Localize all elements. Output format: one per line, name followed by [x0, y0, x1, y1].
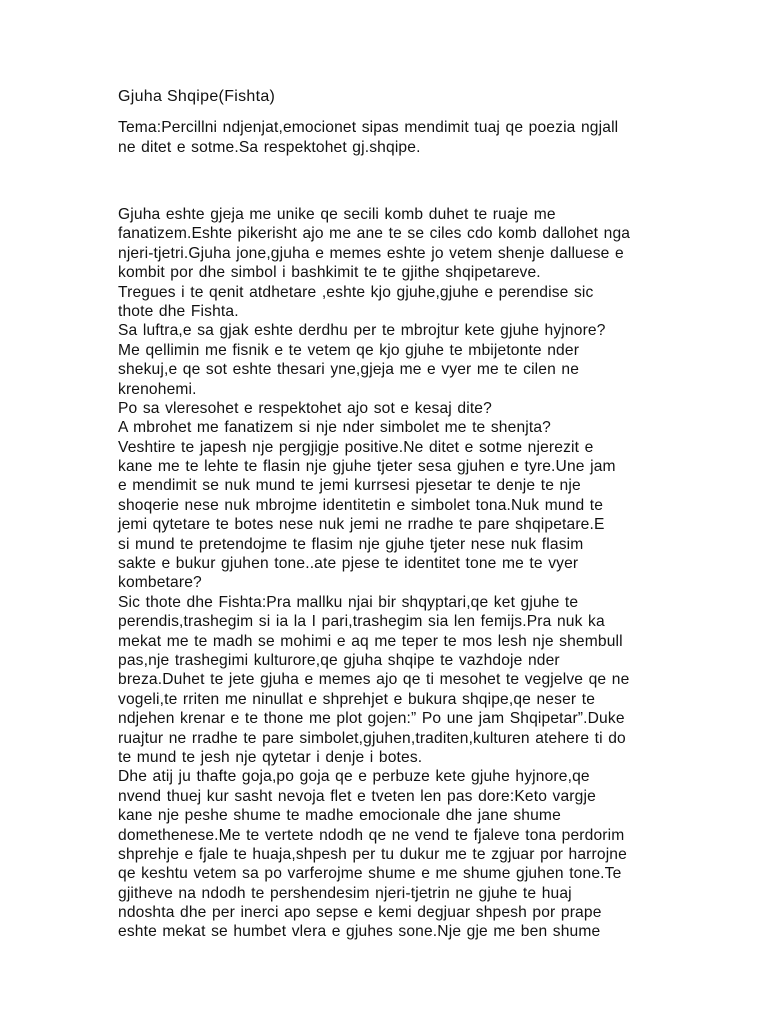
text-line: te mund te jesh nje qytetar i denje i botes. [118, 748, 423, 766]
text-line: pas,nje trashegimi kulturore,qe gjuha shqipe te vazhdoje nder [118, 651, 560, 669]
text-line: Gjuha eshte gjeja me unike qe secili komb duhet te ruaje me [118, 206, 556, 223]
text-line: perendis,trashegim si ia la I pari,trashegim sia len femijs.Pra nuk ka [118, 613, 605, 631]
text-line: Sic thote dhe Fishta:Pra mallku njai bir shqyptari,qe ket gjuhe te [118, 593, 579, 611]
theme-line: ne ditet e sotme.Sa respektohet gj.shqipe. [118, 139, 421, 156]
text-line: kombit por dhe simbol i bashkimit te te gjithe shqipetareve. [118, 264, 541, 282]
text-line: fanatizem.Eshte pikerisht ajo me ane te se ciles cdo komb dallohet nga [118, 225, 631, 243]
text-line: shprehje e fjale te huaja,shpesh per tu dukur me te zgjuar por harrojne [118, 845, 627, 863]
text-line: ndoshta dhe per inerci apo sepse e kemi degjuar shpesh por prape [118, 904, 602, 922]
text-line: Po sa vleresohet e respektohet ajo sot e kesaj dite? [118, 399, 492, 417]
text-line: ruajtur ne rradhe te pare simbolet,gjuhen,traditen,kulturen atehere ti do [118, 729, 626, 747]
text-line: A mbrohet me fanatizem si nje nder simbolet me te shenjta? [118, 419, 552, 437]
essay-body [118, 205, 678, 942]
theme-paragraph [118, 118, 678, 158]
text-line: Tregues i te qenit atdhetare ,eshte kjo gjuhe,gjuhe e perendise sic [118, 283, 594, 301]
text-line: ndjehen krenar e te thone me plot gojen:” Po une jam Shqipetar”.Duke [118, 710, 625, 728]
text-line: njeri-tjetri.Gjuha jone,gjuha e memes eshte jo vetem shenje dalluese e [118, 244, 624, 262]
text-line: kane nje peshe shume te madhe emocionale dhe jane shume [118, 807, 561, 825]
text-line: si mund te pretendojme te flasim nje gjuhe tjeter nese nuk flasim [118, 535, 584, 553]
text-line: Sa luftra,e sa gjak eshte derdhu per te mbrojtur kete gjuhe hyjnore? [118, 322, 606, 340]
text-line: kane me te lehte te flasin nje gjuhe tjeter sesa gjuhen e tyre.Une jam [118, 458, 616, 476]
document-title: Gjuha Shqipe(Fishta) [118, 88, 276, 105]
text-line: shekuj,e qe sot eshte thesari yne,gjeja me e vyer me te cilen ne [118, 361, 580, 379]
text-line: sakte e bukur gjuhen tone..ate pjese te identitet tone me te vyer [118, 555, 579, 573]
text-line: e mendimit se nuk mund te jemi kurrsesi pjesetar te denje te nje [118, 477, 581, 495]
text-line: krenohemi. [118, 380, 197, 398]
text-line: eshte mekat se humbet vlera e gjuhes sone.Nje gje me ben shume [118, 923, 601, 941]
text-line: Me qellimin me fisnik e te vetem qe kjo gjuhe te mbijetonte nder [118, 341, 580, 359]
text-line: qe keshtu vetem sa po varferojme shume e me shume gjuhen tone.Te [118, 865, 622, 883]
text-line: breza.Duhet te jete gjuha e memes ajo qe ti mesohet te vegjelve qe ne [118, 671, 630, 689]
text-line: Veshtire te japesh nje pergjigje positive.Ne ditet e sotme njerezit e [118, 438, 594, 456]
text-line: Dhe atij ju thafte goja,po goja qe e perbuze kete gjuhe hyjnore,qe [118, 768, 590, 786]
theme-line: Tema:Percillni ndjenjat,emocionet sipas mendimit tuaj qe poezia ngjall [118, 119, 619, 136]
text-line: nvend thuej kur sasht nevoja flet e tveten len pas dore:Keto vargje [118, 787, 596, 805]
text-line: gjitheve na ndodh te pershendesim njeri-tjetrin ne gjuhe te huaj [118, 884, 572, 902]
text-line: jemi qytetare te botes nese nuk jemi ne rradhe te pare shqipetare.E [118, 516, 605, 534]
text-line: domethenese.Me te vertete ndodh qe ne vend te fjaleve tona perdorim [118, 826, 625, 844]
text-line: mekat me te madh se mohimi e aq me teper te mos lesh nje shembull [118, 632, 623, 650]
text-line: thote dhe Fishta. [118, 302, 239, 320]
text-line: vogeli,te rriten me ninullat e shprehjet e bukura shqipe,qe neser te [118, 690, 596, 708]
text-line: kombetare? [118, 574, 202, 592]
text-line: shoqerie nese nuk mbrojme identitetin e simbolet tona.Nuk mund te [118, 496, 604, 514]
